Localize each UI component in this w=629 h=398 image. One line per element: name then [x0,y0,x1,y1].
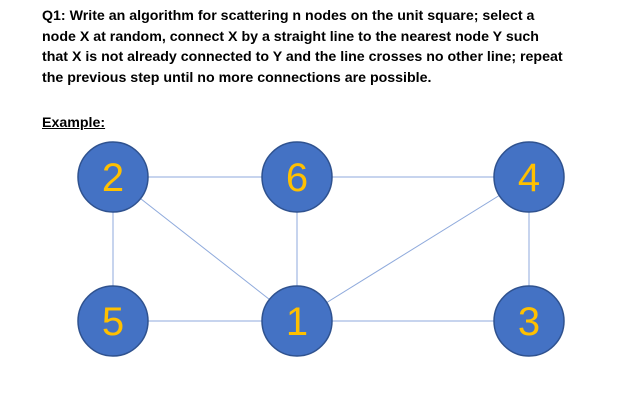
edge-4-1 [297,177,529,321]
node-5 [78,286,148,356]
node-3 [494,286,564,356]
node-label: 2 [101,156,125,200]
node-6 [262,142,332,212]
question-line-3: that X is not already connected to Y and the line crosses no other line; repeat [42,49,563,65]
question-line-2: node X at random, connect X by a straight line to the nearest node Y such [42,28,539,45]
node-label: 3 [517,300,541,344]
example-label: Example: [42,115,106,131]
node-label: 1 [285,300,309,344]
nodes-layer [78,142,564,356]
node-2 [78,142,148,212]
node-1 [262,286,332,356]
node-4 [494,142,564,212]
node-label: 5 [101,300,125,344]
question-line-1: Q1: Write an algorithm for scattering n nodes on the unit square; select a [42,8,535,24]
question-line-4: the previous step until no more connections are possible. [42,69,432,86]
node-label: 6 [285,156,309,200]
node-label: 4 [517,156,541,200]
